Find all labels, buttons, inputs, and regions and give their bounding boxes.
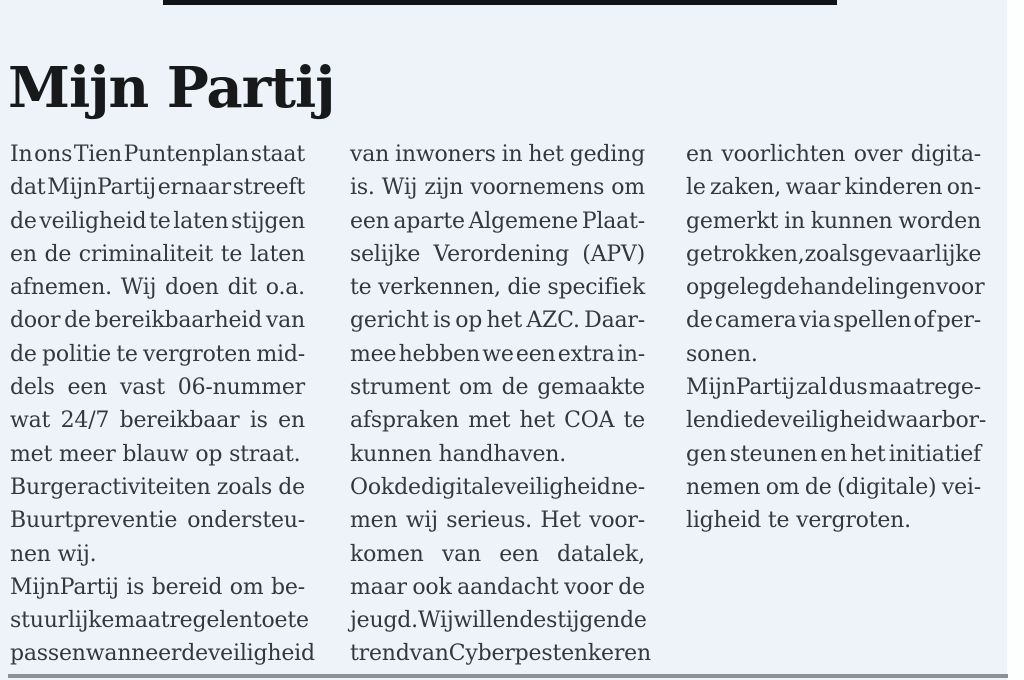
text-line: de camera via spellen of per- bbox=[686, 308, 981, 334]
text-line: maar ook aandacht voor de bbox=[350, 574, 645, 600]
text-line: met meer blauw op straat. bbox=[10, 441, 301, 467]
text-line: nen wij. bbox=[10, 541, 97, 567]
text-line: Ook de digitale veiligheid ne- bbox=[350, 474, 645, 500]
text-column-1 bbox=[10, 138, 315, 671]
text-line: getrokken, zoals gevaarlijke bbox=[686, 241, 982, 267]
text-line: trend van Cyberpesten keren bbox=[350, 641, 651, 667]
text-line: jeugd. Wij willen de stijgende bbox=[350, 608, 647, 634]
text-line: gemerkt in kunnen worden bbox=[686, 208, 981, 234]
text-line: en de criminaliteit te laten bbox=[10, 241, 305, 267]
text-line: Buurtpreventie ondersteu- bbox=[10, 508, 305, 534]
top-rule-bar bbox=[163, 0, 837, 5]
text-line: len die de veiligheid waarbor- bbox=[686, 408, 987, 434]
text-line: is. Wij zijn voornemens om bbox=[350, 175, 645, 201]
text-line: selijke Verordening (APV) bbox=[350, 241, 645, 267]
text-line: gericht is op het AZC. Daar- bbox=[350, 308, 645, 334]
text-line: en voorlichten over digita- bbox=[686, 142, 981, 167]
text-line: de politie te vergroten mid- bbox=[10, 341, 305, 367]
text-line: stuurlijke maatregelen toe te bbox=[10, 608, 309, 634]
text-line: men wij serieus. Het voor- bbox=[350, 508, 645, 534]
text-column-2 bbox=[350, 138, 651, 671]
text-line: kunnen handhaven. bbox=[350, 441, 567, 467]
text-line: strument om de gemaakte bbox=[350, 375, 645, 401]
text-line: afnemen. Wij doen dit o.a. bbox=[10, 275, 305, 301]
text-line: MijnPartij is bereid om be- bbox=[10, 574, 305, 600]
text-line: sonen. bbox=[686, 341, 758, 367]
text-line: te verkennen, die specifiek bbox=[350, 275, 645, 301]
text-line: gen steunen en het initiatief bbox=[686, 441, 981, 467]
text-line: de veiligheid te laten stijgen bbox=[10, 208, 305, 234]
text-line: le zaken, waar kinderen on- bbox=[686, 175, 981, 201]
text-line: nemen om de (digitale) vei- bbox=[686, 474, 981, 500]
text-line: passen wanneer de veiligheid bbox=[10, 641, 315, 667]
text-line: MijnPartij zal dus maatrege- bbox=[686, 375, 981, 401]
text-column-3 bbox=[686, 138, 987, 538]
text-line: door de bereikbaarheid van bbox=[10, 308, 305, 334]
text-line: dat MijnPartij ernaar streeft bbox=[10, 175, 305, 201]
text-line: ligheid te vergroten. bbox=[686, 508, 911, 534]
bottom-rule-bar bbox=[8, 674, 1008, 678]
text-line: mee hebben we een extra in- bbox=[350, 341, 645, 367]
page-title: Mijn Partij bbox=[8, 54, 335, 121]
text-line: dels een vast 06-nummer bbox=[10, 375, 305, 401]
text-line: wat 24/7 bereikbaar is en bbox=[10, 408, 305, 434]
text-line: een aparte Algemene Plaat- bbox=[350, 208, 645, 234]
text-line: afspraken met het COA te bbox=[350, 408, 645, 434]
text-line: In ons Tien Puntenplan staat bbox=[10, 142, 305, 167]
text-line: opgelegde handelingen voor bbox=[686, 275, 985, 301]
text-line: van inwoners in het geding bbox=[350, 142, 645, 167]
text-line: komen van een datalek, bbox=[350, 541, 645, 567]
text-line: Burgeractiviteiten zoals de bbox=[10, 474, 305, 500]
